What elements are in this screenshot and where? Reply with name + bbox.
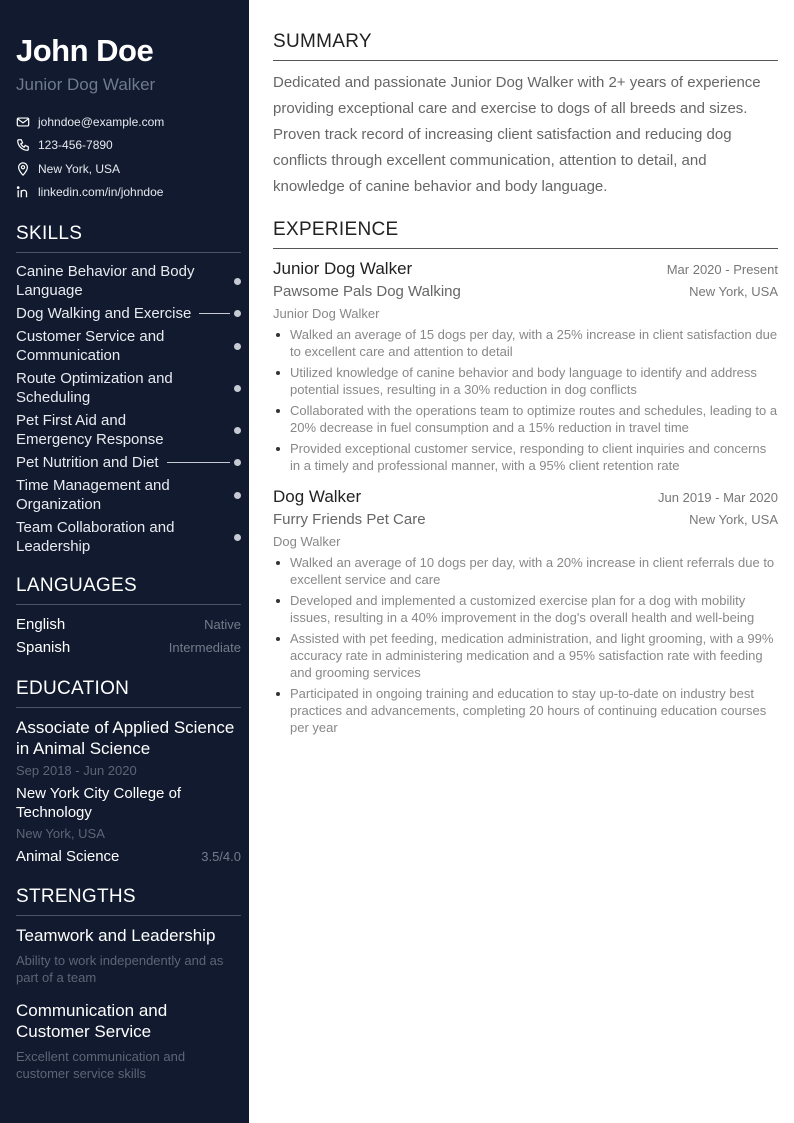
strength-title: Teamwork and Leadership: [16, 926, 216, 945]
skill-dot: [234, 310, 241, 317]
job-entry: [273, 258, 778, 474]
education-entry: [16, 717, 241, 867]
job-location: New York, USA: [689, 284, 778, 299]
skill-label: Pet First Aid and Emergency Response: [16, 412, 164, 448]
job-company: Pawsome Pals Dog Walking: [273, 283, 461, 300]
skill-item: [16, 476, 241, 514]
job-dates: Mar 2020 - Present: [666, 262, 778, 277]
job-bullet: Walked an average of 15 dogs per day, with a 25% increase in client satisfaction due to excellent care and attention to detail: [273, 326, 778, 360]
skill-dot: [234, 492, 241, 499]
language-name: English: [16, 616, 66, 633]
experience-heading: EXPERIENCE: [273, 218, 778, 249]
skill-dot: [234, 385, 241, 392]
education-degree: Associate of Applied Science in Animal Science: [16, 718, 235, 758]
skill-label: Customer Service and Communication: [16, 328, 165, 364]
summary-text: Dedicated and passionate Junior Dog Walker with 2+ years of experience providing exceptional care and exercise to dogs of all breeds and sizes. Proven track record of increasing client satisfaction and reducing dog conflicts through excellent communication, attention to detail, and knowledge of canine behavior and body language.: [273, 74, 761, 195]
contact-linkedin-text: linkedin.com/in/johndoe: [38, 185, 164, 200]
sidebar: [0, 0, 249, 1123]
job-bullets: [273, 554, 778, 736]
skill-item: [16, 369, 241, 407]
job-title: Junior Dog Walker: [273, 259, 413, 278]
skill-dot: [234, 534, 241, 541]
job-company-row: [273, 508, 778, 532]
skill-dot: [234, 343, 241, 350]
skill-bar: [214, 495, 230, 496]
job-subtitle: Dog Walker: [273, 534, 341, 549]
skill-label: Time Management and Organization: [16, 477, 170, 513]
language-name: Spanish: [16, 639, 71, 656]
contact-phone[interactable]: [16, 134, 241, 158]
main-content: [273, 30, 778, 740]
education-gpa: 3.5/4.0: [201, 849, 241, 864]
contact-email[interactable]: [16, 110, 241, 134]
education-heading: EDUCATION: [16, 677, 241, 708]
contact-location-text: New York, USA: [38, 161, 121, 176]
candidate-role: Junior Dog Walker: [16, 75, 156, 94]
strength-desc: Ability to work independently and as part of a team: [16, 953, 224, 985]
skill-item: [16, 262, 241, 300]
job-title: Dog Walker: [273, 487, 362, 506]
contact-location: [16, 157, 241, 181]
language-level: Intermediate: [168, 640, 241, 655]
education-location: New York, USA: [16, 826, 105, 841]
skill-item: [16, 518, 241, 556]
skill-label: Pet Nutrition and Diet: [16, 454, 159, 471]
skill-label: Dog Walking and Exercise: [16, 305, 192, 322]
skill-item: [16, 411, 241, 449]
skill-bar: [199, 313, 230, 314]
job-title-row: [273, 486, 778, 508]
job-bullet: Collaborated with the operations team to optimize routes and schedules, leading to a 20% decrease in fuel consumption and a 15% reduction in travel time: [273, 402, 778, 436]
skills-heading: SKILLS: [16, 222, 241, 253]
strength-desc: Excellent communication and customer service skills: [16, 1049, 186, 1081]
job-dates: Jun 2019 - Mar 2020: [658, 490, 778, 505]
strength-title: Communication and Customer Service: [16, 1001, 168, 1041]
job-bullet: Participated in ongoing training and education to stay up-to-date on industry best practices and advancements, completing 20 hours of continuing education courses per year: [273, 685, 778, 736]
education-dates: Sep 2018 - Jun 2020: [16, 763, 137, 778]
job-title-row: [273, 258, 778, 280]
skill-dot: [234, 427, 241, 434]
education-school: New York City College of Technology: [16, 785, 182, 821]
skill-label: Team Collaboration and Leadership: [16, 519, 175, 555]
job-bullet: Walked an average of 10 dogs per day, with a 20% increase in client referrals due to excellent service and care: [273, 554, 778, 588]
skill-item: [16, 304, 241, 323]
language-level: Native: [204, 617, 241, 632]
skill-bar: [214, 388, 230, 389]
skill-dot: [234, 278, 241, 285]
linkedin-icon: [16, 185, 30, 199]
contact-phone-text: 123-456-7890: [38, 138, 113, 153]
skill-bar: [214, 281, 230, 282]
contact-list: [16, 110, 241, 204]
education-field: Animal Science: [16, 848, 120, 865]
skill-label: Canine Behavior and Body Language: [16, 263, 195, 299]
skill-bar: [214, 430, 230, 431]
summary-heading: SUMMARY: [273, 30, 778, 61]
job-bullet: Developed and implemented a customized exercise plan for a dog with mobility issues, resulting in a 40% improvement in the dog's overall health and well-being: [273, 592, 778, 626]
location-icon: [16, 162, 30, 176]
job-bullet: Provided exceptional customer service, responding to client inquiries and concerns in a timely and professional manner, with a 95% client retention rate: [273, 440, 778, 474]
skill-label: Route Optimization and Scheduling: [16, 370, 173, 406]
job-bullets: [273, 326, 778, 474]
skill-item: [16, 453, 241, 472]
languages-heading: LANGUAGES: [16, 574, 241, 605]
contact-email-text: johndoe@example.com: [38, 114, 165, 129]
job-bullet: Assisted with pet feeding, medication administration, and light grooming, with a 99% accuracy rate in administering medication and a 95% satisfaction rate with feeding and grooming services: [273, 630, 778, 681]
job-company-row: [273, 280, 778, 304]
skill-bar: [167, 462, 230, 463]
language-item: [16, 613, 241, 636]
skill-item: [16, 327, 241, 365]
languages-list: [16, 613, 241, 659]
phone-icon: [16, 138, 30, 152]
job-bullet: Utilized knowledge of canine behavior and body language to identify and address potential issues, resulting in a 30% reduction in dog conflicts: [273, 364, 778, 398]
strengths-list: [16, 925, 241, 1082]
strengths-heading: STRENGTHS: [16, 885, 241, 916]
mail-icon: [16, 115, 30, 129]
job-location: New York, USA: [689, 512, 778, 527]
skill-bar: [214, 537, 230, 538]
skill-bar: [214, 346, 230, 347]
job-company: Furry Friends Pet Care: [273, 511, 426, 528]
contact-linkedin[interactable]: [16, 181, 241, 205]
skills-list: [16, 262, 241, 556]
candidate-name: John Doe: [16, 33, 154, 68]
job-subtitle: Junior Dog Walker: [273, 306, 380, 321]
language-item: [16, 636, 241, 659]
education-field-row: [16, 847, 241, 867]
skill-dot: [234, 459, 241, 466]
job-entry: [273, 486, 778, 736]
